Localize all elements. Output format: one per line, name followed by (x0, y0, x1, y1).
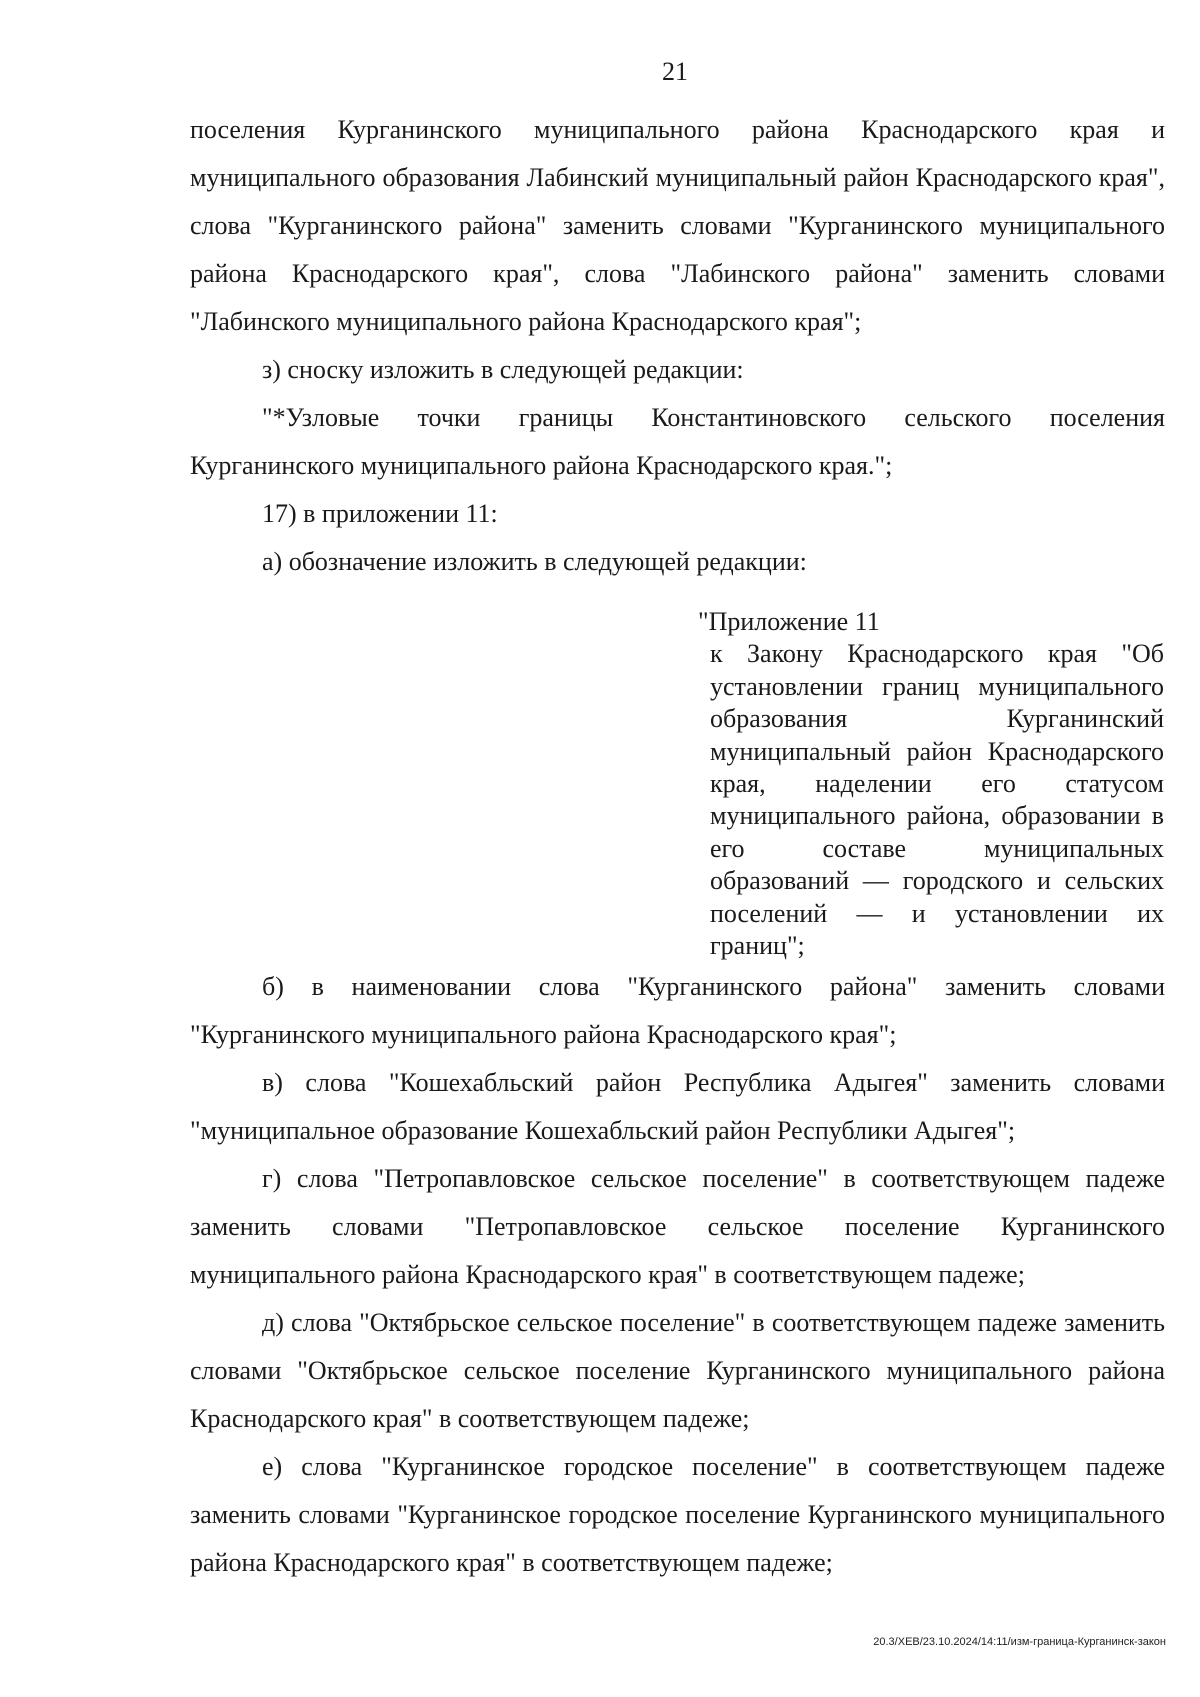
paragraph: д) слова "Октябрьское сельское поселение" в соответствующем падеже заменить словами "Октябрьское сельское поселение Курганинского муниципального района Краснодарского края" в соответствующем падеже; (190, 1308, 1165, 1433)
paragraph: "*Узловые точки границы Константиновского сельского поселения Курганинского муниципального района Краснодарского края."; (190, 403, 1165, 480)
page-number: 21 (662, 57, 688, 86)
appendix-heading: "Приложение 11 (698, 607, 880, 636)
body-text-top (190, 106, 1165, 586)
appendix-designation (698, 606, 1164, 962)
document-footer-code: 20.3/ХЕВ/23.10.2024/14:11/изм-граница-Курганинск-закон (873, 1636, 1166, 1648)
appendix-text: к Закону Краснодарского края "Об установлении границ муниципального образования Курганинский муниципальный район Краснодарского края, наделении его статусом муниципального района, образовании в его составе муниципальных образований — городского и сельских поселений — и установлении их границ"; (710, 639, 1164, 961)
paragraph: б) в наименовании слова "Курганинского района" заменить словами "Курганинского муниципального района Краснодарского края"; (190, 972, 1165, 1049)
body-text-bottom (190, 963, 1165, 1587)
paragraph: а) обозначение изложить в следующей редакции: (262, 547, 807, 576)
paragraph: 17) в приложении 11: (262, 499, 498, 528)
paragraph: з) сноску изложить в следующей редакции: (262, 355, 744, 384)
paragraph: г) слова "Петропавловское сельское поселение" в соответствующем падеже заменить словами "Петропавловское сельское поселение Курганинского муниципального района Краснодарского края" в соответствующем падеже; (190, 1164, 1165, 1289)
paragraph: е) слова "Курганинское городское поселение" в соответствующем падеже заменить словами "Курганинское городское поселение Курганинского муниципального района Краснодарского края" в соответствующем падеже; (190, 1452, 1165, 1577)
paragraph: в) слова "Кошехабльский район Республика Адыгея" заменить словами "муниципальное образование Кошехабльский район Республики Адыгея"; (190, 1068, 1165, 1145)
paragraph: поселения Курганинского муниципального района Краснодарского края и муниципального образования Лабинский муниципальный район Краснодарского края", слова "Курганинского района" заменить словами "Курганинского муниципального района Краснодарского края", слова "Лабинского района" заменить словами "Лабинского муниципального района Краснодарского края"; (190, 115, 1165, 336)
